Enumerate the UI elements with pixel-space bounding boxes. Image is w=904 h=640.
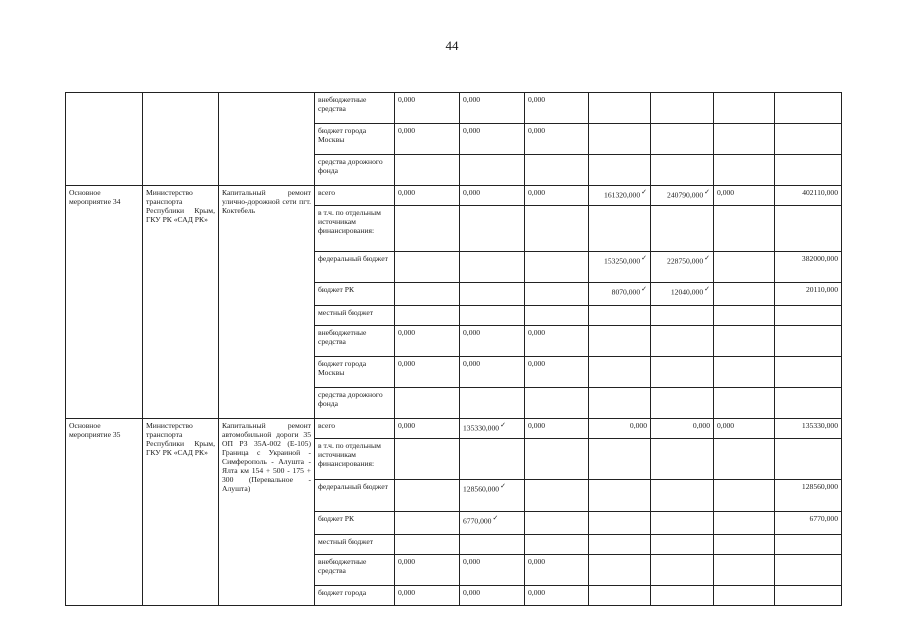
check-mark-icon: ✓ [641,254,647,262]
amount-cell [651,252,714,283]
amount-cell [525,306,589,326]
amount-cell [460,306,525,326]
amount-value: 0,000 [463,328,481,337]
amount-value: 8070,000 [611,287,641,297]
amount-value: 0,000 [398,126,416,135]
funding-source-cell: местный бюджет [315,306,395,326]
amount-cell [525,155,589,186]
amount-cell [775,155,842,186]
funding-source-cell: местный бюджет [315,535,395,555]
amount-value: 228750,000 [667,256,704,266]
amount-cell [589,186,651,206]
amount-cell [460,186,525,206]
funding-source-cell: федеральный бюджет [315,480,395,512]
amount-cell [589,124,651,155]
amount-cell [460,155,525,186]
amount-cell [395,93,460,124]
amount-cell [651,326,714,357]
amount-cell [525,480,589,512]
table-row [66,419,842,439]
amount-cell [651,357,714,388]
object-cell: Капитальный ремонт автомобильной дороги 35 ОП РЗ 35А-002 (Е-105) Граница с Украиной - Симферополь - Алушта - Ялта км 154 + 500 - 175 + 300 (Перевальное - Алушта) [219,419,315,606]
check-mark-icon: ✓ [492,514,499,522]
amount-cell [460,206,525,252]
amount-cell [395,306,460,326]
amount-cell [525,206,589,252]
amount-cell [714,124,775,155]
amount-cell [460,124,525,155]
amount-cell [775,586,842,606]
funding-source-cell: всего [315,419,395,439]
page-number: 44 [445,38,459,53]
amount-cell [775,186,842,206]
event-cell: Основное мероприятие 35 [66,419,143,606]
amount-cell [395,186,460,206]
amount-cell [775,357,842,388]
amount-cell [651,124,714,155]
amount-cell [395,206,460,252]
amount-cell [651,283,714,306]
executor-cell: Министерство транспорта Республики Крым, ГКУ РК «САД РК» [143,186,219,419]
object-cell: Капитальный ремонт улично-дорожной сети пгт. Коктебель [219,186,315,419]
event-cell [66,93,143,186]
funding-source-cell: бюджет города Москвы [315,357,395,388]
amount-value: 135330,000 [801,421,838,430]
amount-cell [525,252,589,283]
amount-cell [651,480,714,512]
amount-value: 0,000 [398,95,416,104]
amount-value: 161320,000 [604,190,641,200]
amount-cell [525,326,589,357]
amount-cell [525,419,589,439]
amount-value: 0,000 [528,328,546,337]
amount-value: 0,000 [717,421,735,430]
amount-cell [775,555,842,586]
amount-cell [395,419,460,439]
amount-value: 12040,000 [670,287,704,297]
amount-cell [775,252,842,283]
amount-cell [714,155,775,186]
amount-cell [775,512,842,535]
amount-cell [651,93,714,124]
amount-value: 0,000 [398,421,416,430]
funding-source-cell: бюджет города Москвы [315,124,395,155]
amount-cell [714,326,775,357]
amount-cell [589,93,651,124]
amount-cell [460,555,525,586]
amount-cell [460,439,525,480]
amount-value: 240790,000 [667,190,704,200]
amount-value: 0,000 [463,95,481,104]
amount-cell [651,586,714,606]
check-mark-icon: ✓ [500,421,506,429]
check-mark-icon: ✓ [704,254,710,262]
amount-cell [589,155,651,186]
amount-cell [651,555,714,586]
amount-cell [460,480,525,512]
amount-cell [395,283,460,306]
amount-value: 0,000 [629,421,647,430]
amount-value: 0,000 [463,359,481,368]
amount-cell [525,186,589,206]
amount-value: 0,000 [692,421,710,430]
amount-cell [714,555,775,586]
amount-value: 0,000 [528,359,546,368]
amount-cell [525,388,589,419]
amount-cell [525,357,589,388]
amount-cell [714,283,775,306]
amount-value: 0,000 [398,359,416,368]
amount-cell [395,252,460,283]
amount-cell [589,512,651,535]
amount-cell [775,124,842,155]
amount-cell [525,439,589,480]
funding-source-cell: федеральный бюджет [315,252,395,283]
event-cell: Основное мероприятие 34 [66,186,143,419]
check-mark-icon: ✓ [704,188,710,196]
funding-source-cell: внебюджетные средства [315,555,395,586]
amount-cell [589,419,651,439]
amount-cell [589,555,651,586]
check-mark-icon: ✓ [641,285,647,293]
amount-cell [714,252,775,283]
amount-cell [460,283,525,306]
funding-source-cell: внебюджетные средства [315,326,395,357]
amount-cell [460,388,525,419]
amount-cell [775,93,842,124]
amount-cell [714,439,775,480]
amount-cell [714,388,775,419]
amount-value: 0,000 [463,126,481,135]
funding-source-cell: средства дорожного фонда [315,155,395,186]
funding-source-cell: средства дорожного фонда [315,388,395,419]
funding-source-cell: внебюджетные средства [315,93,395,124]
amount-cell [775,306,842,326]
amount-cell [775,480,842,512]
amount-cell [714,586,775,606]
amount-cell [525,93,589,124]
amount-value: 0,000 [528,188,546,197]
amount-cell [651,155,714,186]
amount-cell [714,93,775,124]
amount-cell [714,512,775,535]
amount-value: 0,000 [398,188,416,197]
amount-cell [395,155,460,186]
amount-value: 0,000 [528,421,546,430]
amount-cell [589,439,651,480]
amount-value: 135330,000 [463,423,500,433]
amount-cell [775,419,842,439]
amount-cell [525,586,589,606]
amount-cell [525,283,589,306]
amount-cell [775,206,842,252]
amount-cell [395,326,460,357]
amount-cell [651,388,714,419]
amount-cell [395,357,460,388]
amount-cell [460,512,525,535]
amount-cell [589,326,651,357]
amount-value: 0,000 [463,557,481,566]
funding-source-cell: всего [315,186,395,206]
funding-source-cell: в т.ч. по отдельным источникам финансирования: [315,206,395,252]
amount-cell [714,306,775,326]
amount-cell [714,480,775,512]
budget-table [65,92,842,606]
amount-cell [460,419,525,439]
amount-cell [775,439,842,480]
amount-cell [395,439,460,480]
amount-value: 0,000 [528,557,546,566]
amount-value: 0,000 [717,188,735,197]
amount-value: 0,000 [463,588,481,597]
amount-cell [651,419,714,439]
amount-cell [395,586,460,606]
amount-cell [589,388,651,419]
amount-value: 128560,000 [801,482,838,491]
funding-source-cell: бюджет РК [315,283,395,306]
amount-value: 0,000 [528,588,546,597]
amount-value: 0,000 [398,557,416,566]
amount-value: 0,000 [528,95,546,104]
amount-cell [395,555,460,586]
amount-value: 6770,000 [463,516,492,526]
amount-cell [651,306,714,326]
executor-cell [143,93,219,186]
amount-cell [589,535,651,555]
amount-cell [775,388,842,419]
amount-value: 0,000 [398,328,416,337]
amount-cell [460,586,525,606]
amount-cell [525,555,589,586]
amount-cell [714,186,775,206]
amount-cell [651,186,714,206]
amount-cell [714,206,775,252]
amount-cell [395,535,460,555]
amount-cell [775,283,842,306]
amount-cell [460,357,525,388]
amount-cell [651,439,714,480]
funding-source-cell: бюджет РК [315,512,395,535]
amount-cell [395,512,460,535]
amount-value: 0,000 [463,188,481,197]
check-mark-icon: ✓ [704,285,710,293]
funding-source-cell: бюджет города [315,586,395,606]
amount-value: 20110,000 [806,285,838,294]
amount-value: 382000,000 [801,254,838,263]
amount-cell [589,480,651,512]
amount-value: 0,000 [398,588,416,597]
amount-cell [589,586,651,606]
check-mark-icon: ✓ [500,482,506,490]
amount-value: 6770,000 [809,514,838,523]
amount-cell [589,206,651,252]
amount-cell [651,206,714,252]
amount-cell [525,535,589,555]
check-mark-icon: ✓ [641,188,647,196]
amount-value: 0,000 [528,126,546,135]
amount-cell [460,535,525,555]
amount-cell [775,326,842,357]
object-cell [219,93,315,186]
amount-cell [589,357,651,388]
funding-source-cell: в т.ч. по отдельным источникам финансирования: [315,439,395,480]
amount-cell [714,535,775,555]
amount-cell [395,480,460,512]
amount-value: 402110,000 [802,188,838,197]
amount-cell [460,252,525,283]
amount-cell [525,124,589,155]
amount-value: 153250,000 [604,256,641,266]
amount-cell [589,306,651,326]
amount-cell [651,512,714,535]
amount-cell [395,124,460,155]
amount-value: 128560,000 [463,484,500,494]
executor-cell: Министерство транспорта Республики Крым, ГКУ РК «САД РК» [143,419,219,606]
amount-cell [589,252,651,283]
amount-cell [525,512,589,535]
amount-cell [395,388,460,419]
amount-cell [460,93,525,124]
amount-cell [714,419,775,439]
amount-cell [460,326,525,357]
amount-cell [775,535,842,555]
amount-cell [651,535,714,555]
amount-cell [714,357,775,388]
amount-cell [589,283,651,306]
table-row [66,93,842,124]
table-row [66,186,842,206]
